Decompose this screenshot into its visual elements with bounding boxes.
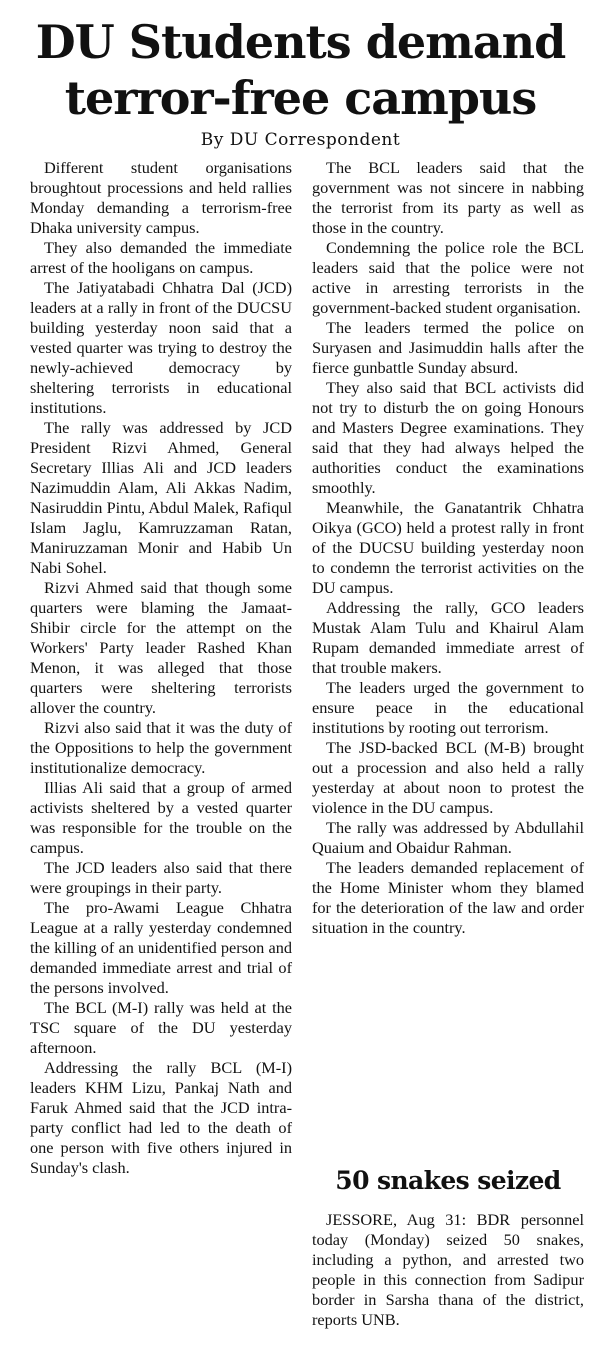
paragraph: Rizvi Ahmed said that though some quarters were blaming the Jamaat-Shibir circle for the attempt on the Workers' Party leader Rashed Khan Menon, it was alleged that those quarters were sheltering terrorists allover the country. bbox=[30, 578, 292, 717]
paragraph: JESSORE, Aug 31: BDR personnel today (Monday) seized 50 snakes, including a python, and arrested two people in this connection from Sadipur border in Sarsha thana of the district, reports UNB. bbox=[312, 1210, 584, 1329]
paragraph: The pro-Awami League Chhatra League at a rally yesterday condemned the killing of an unidentified person and demanded immediate arrest and trial of the persons involved. bbox=[30, 898, 292, 997]
paragraph: The BCL (M-I) rally was held at the TSC square of the DU yesterday afternoon. bbox=[30, 998, 292, 1057]
headline: DU Students demand terror-free campus bbox=[35, 15, 566, 125]
paragraph: The BCL leaders said that the government was not sincere in nabbing the terrorist from its party as well as those in the country. bbox=[312, 158, 584, 237]
paragraph: Rizvi also said that it was the duty of the Oppositions to help the government institutionalize democracy. bbox=[30, 718, 292, 777]
paragraph: Condemning the police role the BCL leaders said that the police were not active in arresting terrorists in the government-backed student organisation. bbox=[312, 238, 584, 317]
paragraph: Addressing the rally BCL (M-I) leaders KHM Lizu, Pankaj Nath and Faruk Ahmed said that the JCD intra-party conflict had led to the death of one person with five others injured in Sunday's clash. bbox=[30, 1058, 292, 1177]
brief-headline: 50 snakes seized bbox=[335, 1166, 561, 1195]
paragraph: The JCD leaders also said that there were groupings in their party. bbox=[30, 858, 292, 897]
paragraph: The leaders termed the police on Suryasen and Jasimuddin halls after the fierce gunbattle Sunday absurd. bbox=[312, 318, 584, 377]
paragraph: Meanwhile, the Ganatantrik Chhatra Oikya (GCO) held a protest rally in front of the DUCSU building yesterday noon to condemn the terrorist activities on the DU campus. bbox=[312, 498, 584, 597]
article-column-left bbox=[30, 158, 292, 1178]
article-column-right bbox=[312, 158, 584, 938]
byline: By DU Correspondent bbox=[200, 130, 401, 150]
paragraph: The JSD-backed BCL (M-B) brought out a procession and also held a rally yesterday at about noon to protest the violence in the DU campus. bbox=[312, 738, 584, 817]
paragraph: The Jatiyatabadi Chhatra Dal (JCD) leaders at a rally in front of the DUCSU building yesterday noon said that a vested quarter was trying to destroy the newly-achieved democracy by sheltering terrorists in educational institutions. bbox=[30, 278, 292, 417]
paragraph: Illias Ali said that a group of armed activists sheltered by a vested quarter was responsible for the trouble on the campus. bbox=[30, 778, 292, 857]
paragraph: The leaders urged the government to ensure peace in the educational institutions by rooting out terrorism. bbox=[312, 678, 584, 737]
paragraph: The rally was addressed by Abdullahil Quaium and Obaidur Rahman. bbox=[312, 818, 584, 857]
paragraph: They also demanded the immediate arrest of the hooligans on campus. bbox=[30, 238, 292, 277]
paragraph: They also said that BCL activists did not try to disturb the on going Honours and Masters Degree examinations. They said that they had always helped the authorities conduct the examinations smoothly. bbox=[312, 378, 584, 497]
paragraph: The leaders demanded replacement of the Home Minister whom they blamed for the deterioration of the law and order situation in the country. bbox=[312, 858, 584, 937]
paragraph: Different student organisations broughtout processions and held rallies Monday demanding a terrorism-free Dhaka university campus. bbox=[30, 158, 292, 237]
paragraph: Addressing the rally, GCO leaders Mustak Alam Tulu and Khairul Alam Rupam demanded immediate arrest of that trouble makers. bbox=[312, 598, 584, 677]
brief-body bbox=[312, 1210, 584, 1330]
paragraph: The rally was addressed by JCD President Rizvi Ahmed, General Secretary Illias Ali and JCD leaders Nazimuddin Alam, Ali Akkas Nadim, Nasiruddin Pintu, Abdul Malek, Rafiqul Islam Jaglu, Kamruzzaman Ratan, Maniruzzaman Monir and Habib Un Nabi Sohel. bbox=[30, 418, 292, 577]
